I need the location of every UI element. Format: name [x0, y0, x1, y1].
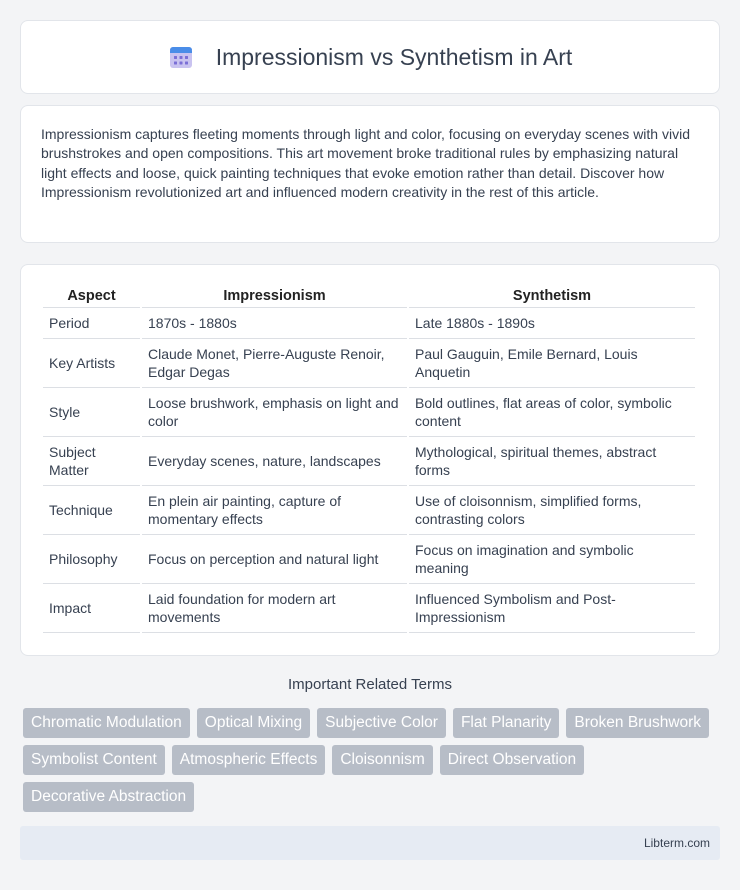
table-row	[43, 486, 695, 535]
table-row	[43, 339, 695, 388]
footer-site-link[interactable]: Libterm.com	[643, 836, 710, 850]
table-cell: Late 1880s - 1890s	[409, 308, 695, 339]
related-terms-heading: Important Related Terms	[288, 676, 452, 693]
table-cell: En plein air painting, capture of momentary effects	[142, 486, 407, 535]
table-cell: Loose brushwork, emphasis on light and color	[142, 388, 407, 437]
table-row	[43, 437, 695, 486]
table-cell: Subject Matter	[43, 437, 140, 486]
term-tag[interactable]: Decorative Abstraction	[23, 782, 194, 812]
table-row	[43, 308, 695, 339]
term-tag[interactable]: Cloisonnism	[332, 745, 432, 775]
term-tag[interactable]: Optical Mixing	[197, 708, 310, 738]
table-cell: 1870s - 1880s	[142, 308, 407, 339]
table-cell: Laid foundation for modern art movements	[142, 584, 407, 633]
table-cell: Focus on imagination and symbolic meaning	[409, 535, 695, 584]
term-tag[interactable]: Flat Planarity	[453, 708, 559, 738]
term-tag[interactable]: Chromatic Modulation	[23, 708, 190, 738]
table-cell: Style	[43, 388, 140, 437]
table-cell: Bold outlines, flat areas of color, symbolic content	[409, 388, 695, 437]
intro-card	[20, 105, 720, 243]
intro-paragraph: Impressionism captures fleeting moments through light and color, focusing on everyday scenes with vivid brushstrokes and open compositions. This art movement broke traditional rules by emphasizing natural light effects and loose, quick painting techniques that evoke emotion rather than detail. Discover how Impressionism revolutionized art and influenced modern creativity in the rest of this article.	[41, 126, 690, 200]
table-cell: Technique	[43, 486, 140, 535]
column-header-impressionism: Impressionism	[142, 285, 407, 308]
table-cell: Claude Monet, Pierre-Auguste Renoir, Edgar Degas	[142, 339, 407, 388]
calendar-icon	[168, 44, 194, 70]
table-cell: Mythological, spiritual themes, abstract forms	[409, 437, 695, 486]
title-card	[20, 20, 720, 94]
column-header-aspect: Aspect	[43, 285, 140, 308]
table-cell: Key Artists	[43, 339, 140, 388]
table-cell: Period	[43, 308, 140, 339]
table-cell: Focus on perception and natural light	[142, 535, 407, 584]
page-title: Impressionism vs Synthetism in Art	[215, 43, 573, 70]
table-row	[43, 388, 695, 437]
term-tag[interactable]: Broken Brushwork	[566, 708, 709, 738]
table-row	[43, 535, 695, 584]
comparison-table	[41, 285, 697, 633]
table-cell: Influenced Symbolism and Post-Impressionism	[409, 584, 695, 633]
table-cell: Philosophy	[43, 535, 140, 584]
term-tag[interactable]: Atmospheric Effects	[172, 745, 326, 775]
table-cell: Paul Gauguin, Emile Bernard, Louis Anquetin	[409, 339, 695, 388]
column-header-synthetism: Synthetism	[409, 285, 695, 308]
comparison-card	[20, 264, 720, 656]
table-row	[43, 584, 695, 633]
table-cell: Impact	[43, 584, 140, 633]
footer	[20, 826, 720, 860]
related-terms-list	[23, 708, 723, 812]
term-tag[interactable]: Symbolist Content	[23, 745, 165, 775]
table-cell: Everyday scenes, nature, landscapes	[142, 437, 407, 486]
table-cell: Use of cloisonnism, simplified forms, contrasting colors	[409, 486, 695, 535]
term-tag[interactable]: Direct Observation	[440, 745, 584, 775]
term-tag[interactable]: Subjective Color	[317, 708, 446, 738]
